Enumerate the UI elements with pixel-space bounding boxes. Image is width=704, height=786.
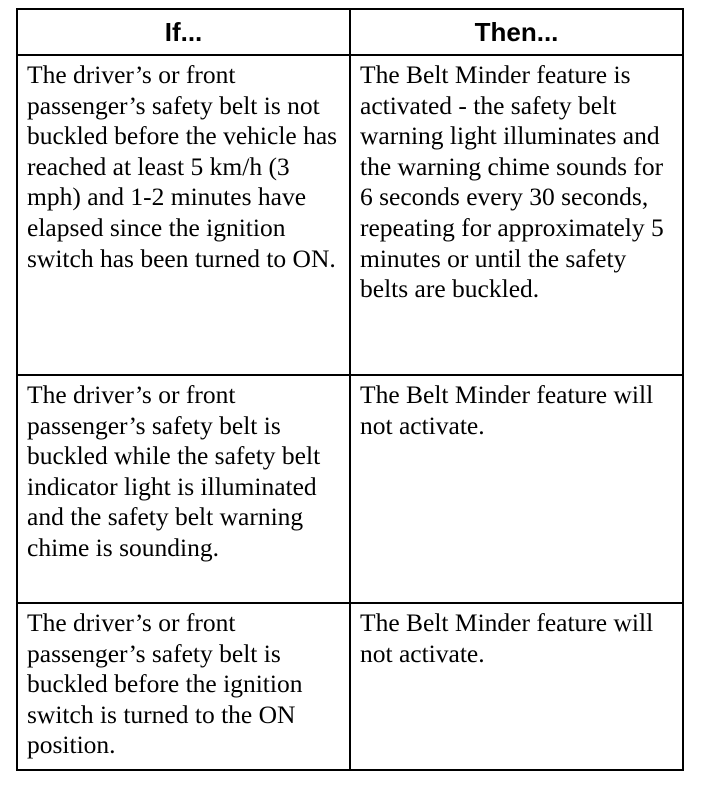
condition-cell: The driver’s or front passenger’s safety belt is not buckled before the vehicle has reached at least 5 km/h (3 mph) and 1-2 minutes have elapsed since the ignition switch has been turned to ON. — [17, 55, 350, 375]
result-cell: The Belt Minder feature will not activate. — [350, 603, 683, 770]
table-row — [17, 603, 683, 770]
belt-minder-table — [16, 8, 684, 771]
condition-cell: The driver’s or front passenger’s safety belt is buckled before the ignition switch is turned to the ON position. — [17, 603, 350, 770]
table-header-row — [17, 9, 683, 55]
result-cell: The Belt Minder feature will not activate. — [350, 375, 683, 603]
table-row — [17, 55, 683, 375]
result-cell: The Belt Minder feature is activated - the safety belt warning light illuminates and the warning chime sounds for 6 seconds every 30 seconds, repeating for approximately 5 minutes or until the safety belts are buckled. — [350, 55, 683, 375]
table-row — [17, 375, 683, 603]
condition-cell: The driver’s or front passenger’s safety belt is buckled while the safety belt indicator light is illuminated and the safety belt warning chime is sounding. — [17, 375, 350, 603]
column-header-if: If... — [17, 9, 350, 55]
column-header-then: Then... — [350, 9, 683, 55]
